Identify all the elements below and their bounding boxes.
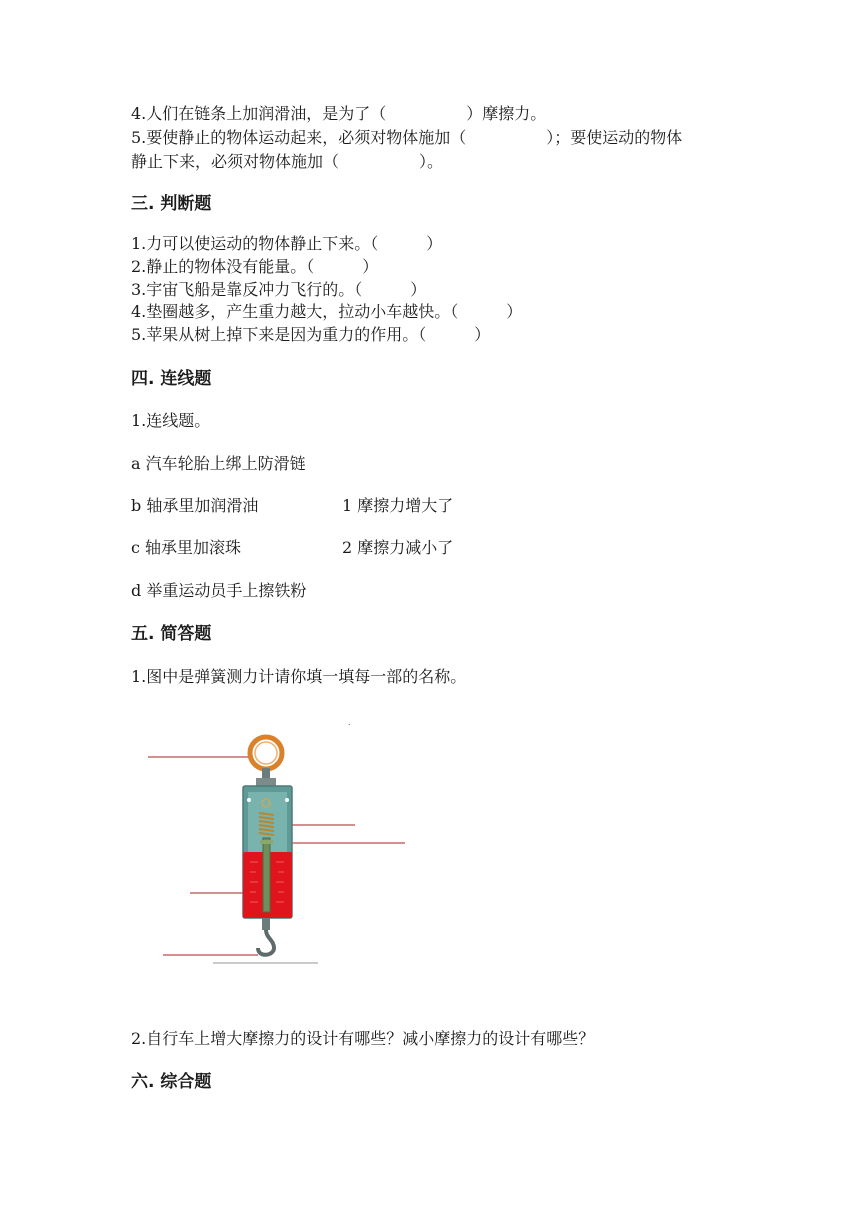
matching-right-2: 2 摩擦力减小了 bbox=[342, 538, 454, 557]
judge-item-3: 3.宇宙飞船是靠反冲力飞行的。（ ） bbox=[131, 280, 427, 299]
judge-item-5: 5.苹果从树上掉下来是因为重力的作用。（ ） bbox=[131, 325, 491, 344]
question-5-line-2: 静止下来，必须对物体施加（ ）。 bbox=[131, 152, 444, 171]
short-answer-question-1: 1.图中是弹簧测力计请你填一填每一部的名称。 bbox=[131, 667, 467, 686]
section-heading-matching: 四. 连线题 bbox=[131, 369, 212, 389]
matching-question: 1.连线题。 bbox=[131, 411, 211, 430]
matching-right-1: 1 摩擦力增大了 bbox=[342, 496, 454, 515]
pointer-rod bbox=[263, 838, 270, 912]
svg-text:.: . bbox=[348, 718, 351, 727]
section-heading-comprehensive: 六. 综合题 bbox=[131, 1072, 212, 1092]
hook-icon bbox=[258, 930, 274, 955]
question-5-line-1: 5.要使静止的物体运动起来，必须对物体施加（ ）；要使运动的物体 bbox=[131, 128, 683, 147]
judge-item-2: 2.静止的物体没有能量。（ ） bbox=[131, 257, 379, 276]
judge-item-1: 1.力可以使运动的物体静止下来。（ ） bbox=[131, 234, 443, 253]
judge-item-4: 4.垫圈越多，产生重力越大，拉动小车越快。（ ） bbox=[131, 302, 523, 321]
section-heading-judge: 三. 判断题 bbox=[131, 194, 212, 214]
matching-left-d: d 举重运动员手上擦铁粉 bbox=[131, 581, 307, 600]
matching-left-b: b 轴承里加润滑油 bbox=[131, 496, 259, 515]
matching-left-c: c 轴承里加滚珠 bbox=[131, 538, 242, 557]
question-4: 4.人们在链条上加润滑油，是为了（ ）摩擦力。 bbox=[131, 104, 547, 123]
short-answer-question-2: 2.自行车上增大摩擦力的设计有哪些？减小摩擦力的设计有哪些？ bbox=[131, 1029, 595, 1048]
spring-scale-figure bbox=[140, 716, 430, 976]
section-heading-short-answer: 五. 简答题 bbox=[131, 624, 212, 644]
matching-left-a: a 汽车轮胎上绑上防滑链 bbox=[131, 454, 306, 473]
